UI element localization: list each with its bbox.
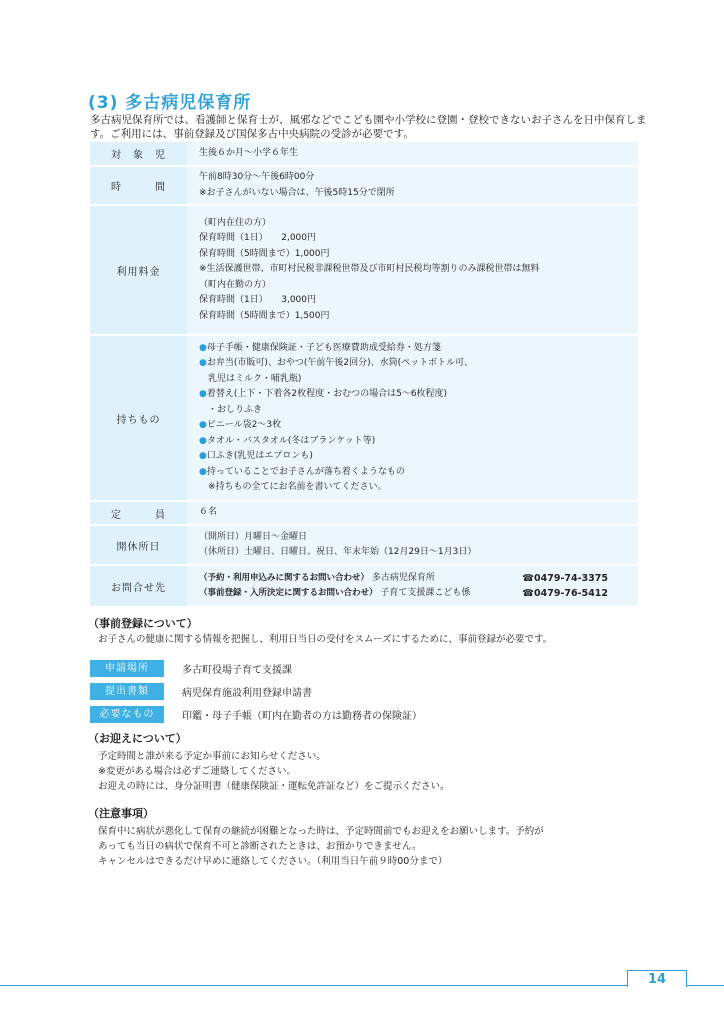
page-number: 14 [627,970,687,987]
table-row [90,166,638,205]
registration-text: お子さんの健康に関する情報を把握し、利用日当日の受付をスムーズにするために、事前登録が必要です。 [98,634,553,645]
contact-line [199,571,630,587]
contact-name: 子育て支援課こども係 [380,588,471,598]
info-table [90,142,638,608]
bullet-text: 母子手帳・健康保険証・子ども医療費助成受給券・処方箋 [206,342,441,353]
registration-item [90,660,292,677]
table-row [90,142,638,166]
bullet-text: タオル・バスタオル(冬はブランケット等) [206,435,376,446]
pickup-heading: （お迎えについて） [88,732,187,745]
row-value: 午前8時30分〜午後6時00分 [199,172,315,182]
row-value: （町内在勤の方） [199,279,272,290]
contact-tag: （事前登録・入所決定に関するお問い合わせ） [199,588,378,598]
row-value: ・おしりふき [199,404,263,415]
text-line: 保育中に病状が悪化して保育の継続が困難となった時は、予定時間前でもお迎えをお願いします。予約が [98,826,544,837]
bullet-icon: ● [199,342,207,353]
text-line: 予定時間と誰が来る予定か事前にお知らせください。 [98,751,326,762]
bullet-icon: ● [199,435,207,446]
section-title: (3) 多古病児保育所 [88,93,252,113]
bullet-text: 着替え(上下・下着各2枚程度・おむつの場合は5〜6枚程度) [206,389,448,399]
row-value: ※生活保護世帯、市町村民税非課税世帯及び市町村民税均等割りのみ課税世帯は無料 [199,264,540,275]
row-value [199,434,630,450]
row-value: ６名 [199,507,218,518]
text-line: ※変更がある場合は必ずご連絡してください。 [98,766,296,777]
row-label: 開休所日 [90,525,187,565]
registration-heading: （事前登録について） [88,617,198,630]
row-value: ※持ちもの全てにお名前を書いてください。 [199,482,387,492]
table-row [90,525,638,565]
row-value: 保育時間（1日） 2,000円 [199,233,316,244]
row-value [199,341,630,357]
phone-number: ☎0479-74-3375 [522,572,608,584]
bullet-text: お弁当(市販可)、おやつ(午前午後2回分)、水筒(ペットボトル可、 [206,358,474,368]
bullet-icon: ● [199,466,207,477]
row-value: 保育時間（1日） 3,000円 [199,295,316,306]
table-row [90,335,638,501]
table-row [90,205,638,335]
row-value: 乳児はミルク・哺乳瓶) [199,373,302,384]
row-label: 対 象 児 [90,142,187,166]
row-value: ※お子さんがいない場合は、午後5時15分で閉所 [199,187,395,198]
intro-text: 多古病児保育所では、看護師と保育士が、風邪などでこども園や小学校に登園・登校できないお子さんを日中保育します。ご利用には、事前登録及び国保多古中央病院の受診が必要です。 [90,114,647,140]
bullet-icon: ● [199,389,207,399]
row-value: （開所日）月曜日〜金曜日 [199,531,308,542]
bullet-text: 持っていることでお子さんが落ち着くようなもの [206,466,405,477]
item-value: 病児保育施設利用登録申請書 [182,688,312,699]
contact-line [199,586,630,602]
bullet-icon: ● [199,451,207,461]
row-value [199,465,630,481]
phone-number: ☎0479-76-5412 [522,588,608,599]
table-row [90,501,638,525]
bullet-icon: ● [199,420,207,430]
footer-divider [0,985,724,986]
row-value [199,356,630,372]
row-value: 生後６か月〜小学６年生 [199,147,299,158]
contact-name: 多古病児保育所 [371,572,435,583]
registration-item [90,706,422,723]
bullet-icon: ● [199,358,207,368]
row-label: 定 員 [90,501,187,525]
text-line: キャンセルはできるだけ早めに連絡してください。（利用当日午前９時00分まで） [98,856,448,867]
row-value [199,418,630,434]
pickup-text [98,749,658,794]
row-value [199,449,630,465]
row-label: 時 間 [90,166,187,205]
item-value: 印鑑・母子手帳（町内在勤者の方は勤務者の保険証） [182,711,422,722]
bullet-text: ビニール袋2〜3枚 [206,420,282,430]
bullet-text: 口ふき(乳児はエプロンも) [206,451,313,461]
row-value: 保育時間（5時間まで）1,000円 [199,248,330,259]
row-label: お問合せ先 [90,565,187,607]
row-label: 利用料金 [90,205,187,335]
registration-item [90,683,312,700]
item-tag: 必要なもの [90,706,164,723]
notes-heading: （注意事項） [88,807,154,820]
item-value: 多古町役場子育て支援課 [182,665,292,676]
text-line: お迎えの時には、身分証明書（健康保険証・運転免許証など）をご提示ください。 [98,781,450,792]
row-value: 保育時間（5時間まで）1,500円 [199,310,330,321]
item-tag: 提出書類 [90,683,164,700]
contact-tag: （予約・利用申込みに関するお問い合わせ） [199,572,370,583]
notes-text [98,824,658,869]
row-label: 持ちもの [90,335,187,501]
row-value: （町内在住の方） [199,217,272,228]
row-value [199,387,630,403]
row-value: （休所日）土曜日、日曜日、祝日、年末年始（12月29日〜1月3日） [199,547,477,557]
item-tag: 申請場所 [90,660,164,677]
text-line: あっても当日の病状で保育不可と診断されたときは、お預かりできません。 [98,841,422,852]
table-row [90,565,638,607]
